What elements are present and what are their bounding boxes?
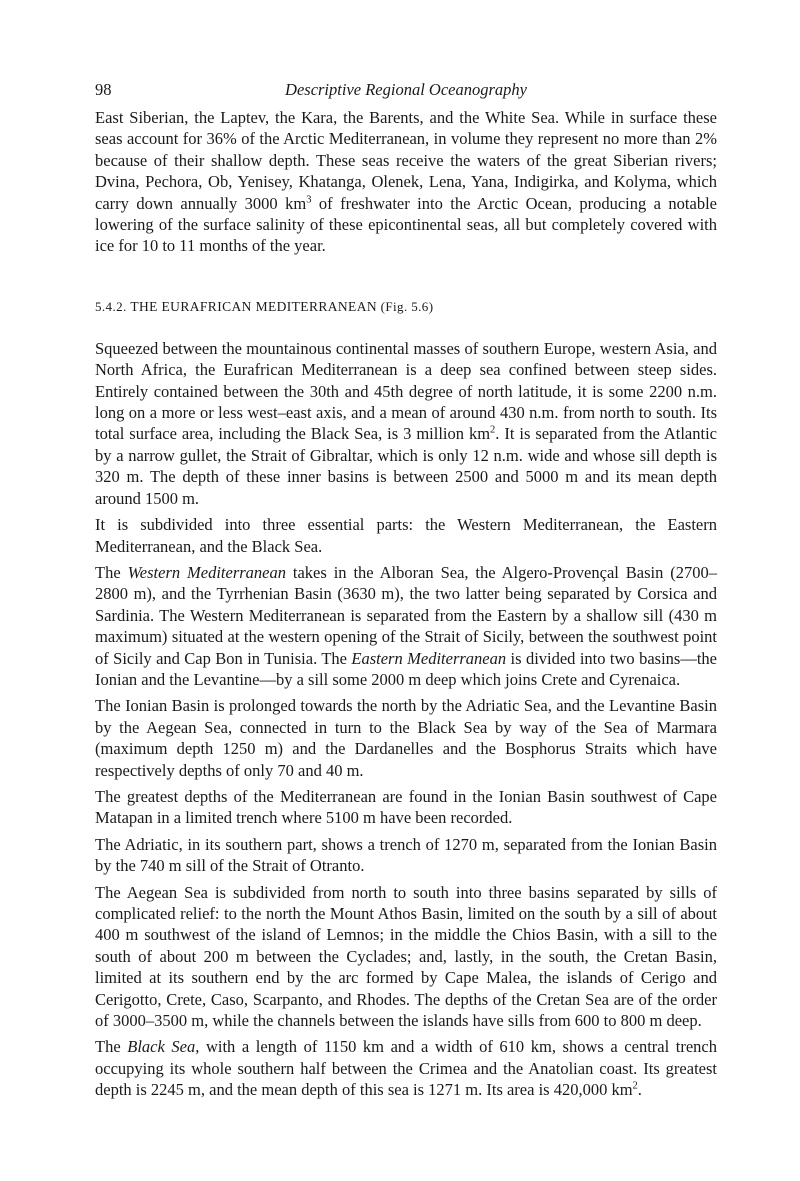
section-figure-ref: (Fig. 5.6) [380,298,434,314]
paragraph-arctic-seas: East Siberian, the Laptev, the Kara, the Barents, and the White Sea. While in surface these seas account for 36% of the Arctic Mediterranean, in volume they represent no more than 2% because of their shallow depth. These seas receive the waters of the great Siberian rivers; Dvina, Pechora, Ob, Yenisey, Khatanga, Olenek, Lena, Yana, Indigirka, and Kolyma, which carry down annually 3000 $km^3$ of freshwater into the Arctic Ocean, producing a notable lowering of the surface salinity of these epicontinental seas, all but completely covered with ice for 10 to 11 months of the year. [95,108,717,256]
paragraph-greatest-depths: The greatest depths of the Mediterranean are found in the Ionian Basin southwest of Cape Matapan in a limited trench where 5100 m have been recorded. [95,786,717,828]
paragraph-overview: Squeezed between the mountainous continental masses of southern Europe, western Asia, and North Africa, the Eurafrican Mediterranean is a deep sea confined between steep sides. Entirely contained between the 30th and 45th degree of north latitude, it is some 2200 n.m. long on a more or less west–east axis, and a mean of around 430 n.m. from north to south. Its total surface area, including the Black Sea, is 3 million $km^2$. It is separated from the Atlantic by a narrow gullet, the Strait of Gibraltar, which is only 12 n.m. wide and whose sill depth is 320 m. The depth of these inner basins is between 2500 and 5000 m and its mean depth around 1500 m. [95,338,717,508]
page [95,80,717,1106]
paragraph-ionian-levantine: The Ionian Basin is prolonged towards the north by the Adriatic Sea, and the Levantine Basin by the Aegean Sea, connected in turn to the Black Sea by way of the Sea of Marmara (maximum depth 1250 m) and the Dardanelles and the Bosphorus Straits which have respectively depths of only 70 and 40 m. [95,696,717,780]
paragraph-western-mediterranean: The Western Mediterranean takes in the Alboran Sea, the Algero-Provençal Basin (2700–2800 m), and the Tyrrhenian Basin (3630 m), the two latter being separated by Corsica and Sardinia. The Western Mediterranean is separated from the Eastern by a shallow sill (430 m maximum) situated at the western opening of the Strait of Sicily, between the southwest point of Sicily and Cap Bon in Tunisia. The Eastern Mediterranean is divided into two basins—the Ionian and the Levantine—by a sill some 2000 m deep which joins Crete and Cyrenaica. [95,562,717,689]
paragraph-black-sea: The Black Sea, with a length of 1150 km and a width of 610 km, shows a central trench occupying its whole southern half between the Crimea and the Anatolian coast. Its greatest depth is 2245 m, and the mean depth of this sea is 1271 m. Its area is 420,000 $km^2$. [95,1037,718,1100]
paragraph-aegean: The Aegean Sea is subdivided from north to south into three basins separated by sills of complicated relief: to the north the Mount Athos Basin, limited on the south by a sill of about 400 m southwest of the island of Lemnos; in the middle the Chios Basin, with a sill to the south of about 200 m between the Cyclades; and, lastly, in the south, the Cretan Basin, limited at its southern end by the arc formed by Cape Malea, the islands of Cerigo and Cerigotto, Crete, Caso, Scarpanto, and Rhodes. The depths of the Cretan Sea are of the order of 3000–3500 m, while the channels between the islands have sills from 600 to 800 m deep. [95,882,717,1031]
book-title: Descriptive Regional Oceanography [285,80,527,99]
page-number: 98 [95,80,112,99]
section-title: THE EURAFRICAN MEDITERRANEAN [130,298,378,314]
running-head [95,80,717,106]
paragraph-adriatic: The Adriatic, in its southern part, shows a trench of 1270 m, separated from the Ionian Basin by the 740 m sill of the Strait of Otranto. [95,834,717,876]
paragraph-subdivision: It is subdivided into three essential parts: the Western Mediterranean, the Eastern Mediterranean, and the Black Sea. [95,515,717,556]
section-number: 5.4.2. [95,298,127,314]
section-heading [95,298,717,316]
